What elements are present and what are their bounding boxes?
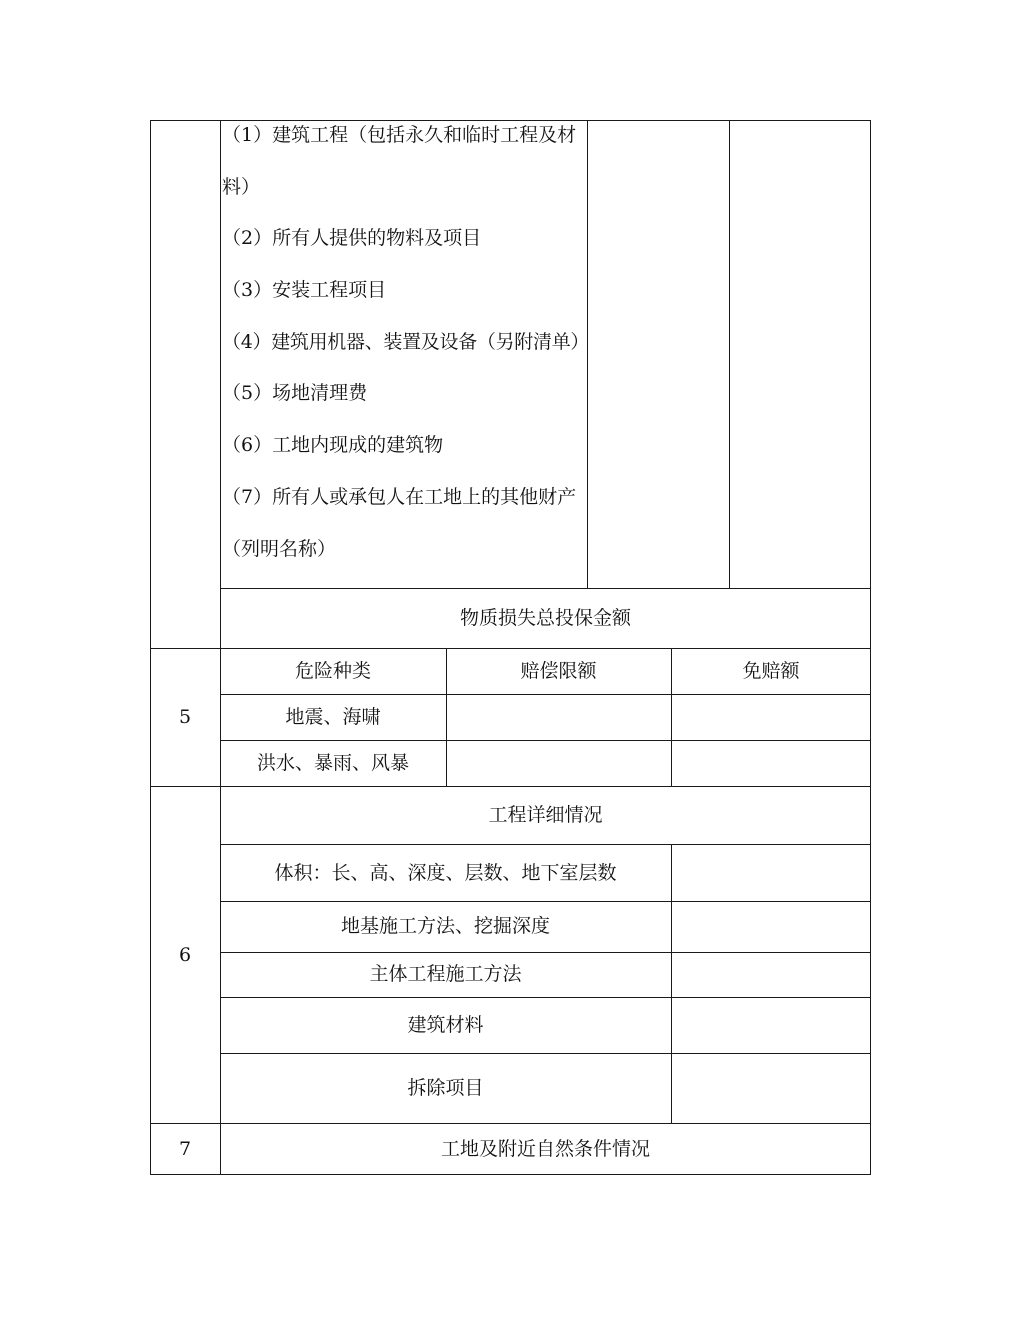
section4-item-4: （4）建筑用机器、装置及设备（另附清单） <box>222 331 590 353</box>
section6-top-border <box>150 786 871 787</box>
section4-item-6: （6）工地内现成的建筑物 <box>222 434 444 456</box>
section4-item-7: （7）所有人或承包人在工地上的其他财产 <box>222 486 577 508</box>
section4-item-1: （1）建筑工程（包括永久和临时工程及材 <box>222 124 577 146</box>
section4-row-divider <box>220 588 871 589</box>
section4-item-1-cont: 料） <box>222 176 261 198</box>
section4-item-7-cont: （列明名称） <box>222 538 337 560</box>
section5-number: 5 <box>178 706 192 728</box>
table-border-top <box>150 120 871 121</box>
section7-title: 工地及附近自然条件情况 <box>440 1138 650 1160</box>
section6-row-main-construction: 主体工程施工方法 <box>369 963 522 985</box>
section4-item-5: （5）场地清理费 <box>222 382 368 404</box>
section5-row-flood: 洪水、暴雨、风暴 <box>256 752 409 774</box>
section5-header-indemnity-limit: 赔偿限额 <box>520 660 597 682</box>
section4-col-divider-2 <box>729 120 730 588</box>
section5-row-divider-2 <box>220 740 871 741</box>
section6-title-divider <box>220 844 871 845</box>
section6-row-divider-4 <box>220 1053 871 1054</box>
section6-col-divider <box>671 844 672 1123</box>
section6-row-materials: 建筑材料 <box>407 1014 484 1036</box>
section6-title: 工程详细情况 <box>488 804 603 826</box>
section6-number: 6 <box>178 944 192 966</box>
section6-row-volume: 体积：长、高、深度、层数、地下室层数 <box>274 862 617 884</box>
section4-item-3: （3）安装工程项目 <box>222 279 387 301</box>
section4-item-2: （2）所有人提供的物料及项目 <box>222 227 482 249</box>
section6-row-divider-1 <box>220 901 871 902</box>
section5-top-border <box>150 648 871 649</box>
section7-number: 7 <box>178 1138 192 1160</box>
table-border-bottom <box>150 1174 871 1175</box>
section5-header-deductible: 免赔额 <box>742 660 800 682</box>
section6-row-foundation: 地基施工方法、挖掘深度 <box>340 915 550 937</box>
section5-row-divider-1 <box>220 694 871 695</box>
section5-row-earthquake: 地震、海啸 <box>285 706 381 728</box>
section6-row-divider-3 <box>220 997 871 998</box>
section6-row-demolition: 拆除项目 <box>407 1077 484 1099</box>
section6-row-divider-2 <box>220 952 871 953</box>
section4-total-label: 物质损失总投保金额 <box>459 607 631 629</box>
section5-header-risk-type: 危险种类 <box>294 660 371 682</box>
section7-top-border <box>150 1123 871 1124</box>
section4-col-divider-1 <box>587 120 588 588</box>
